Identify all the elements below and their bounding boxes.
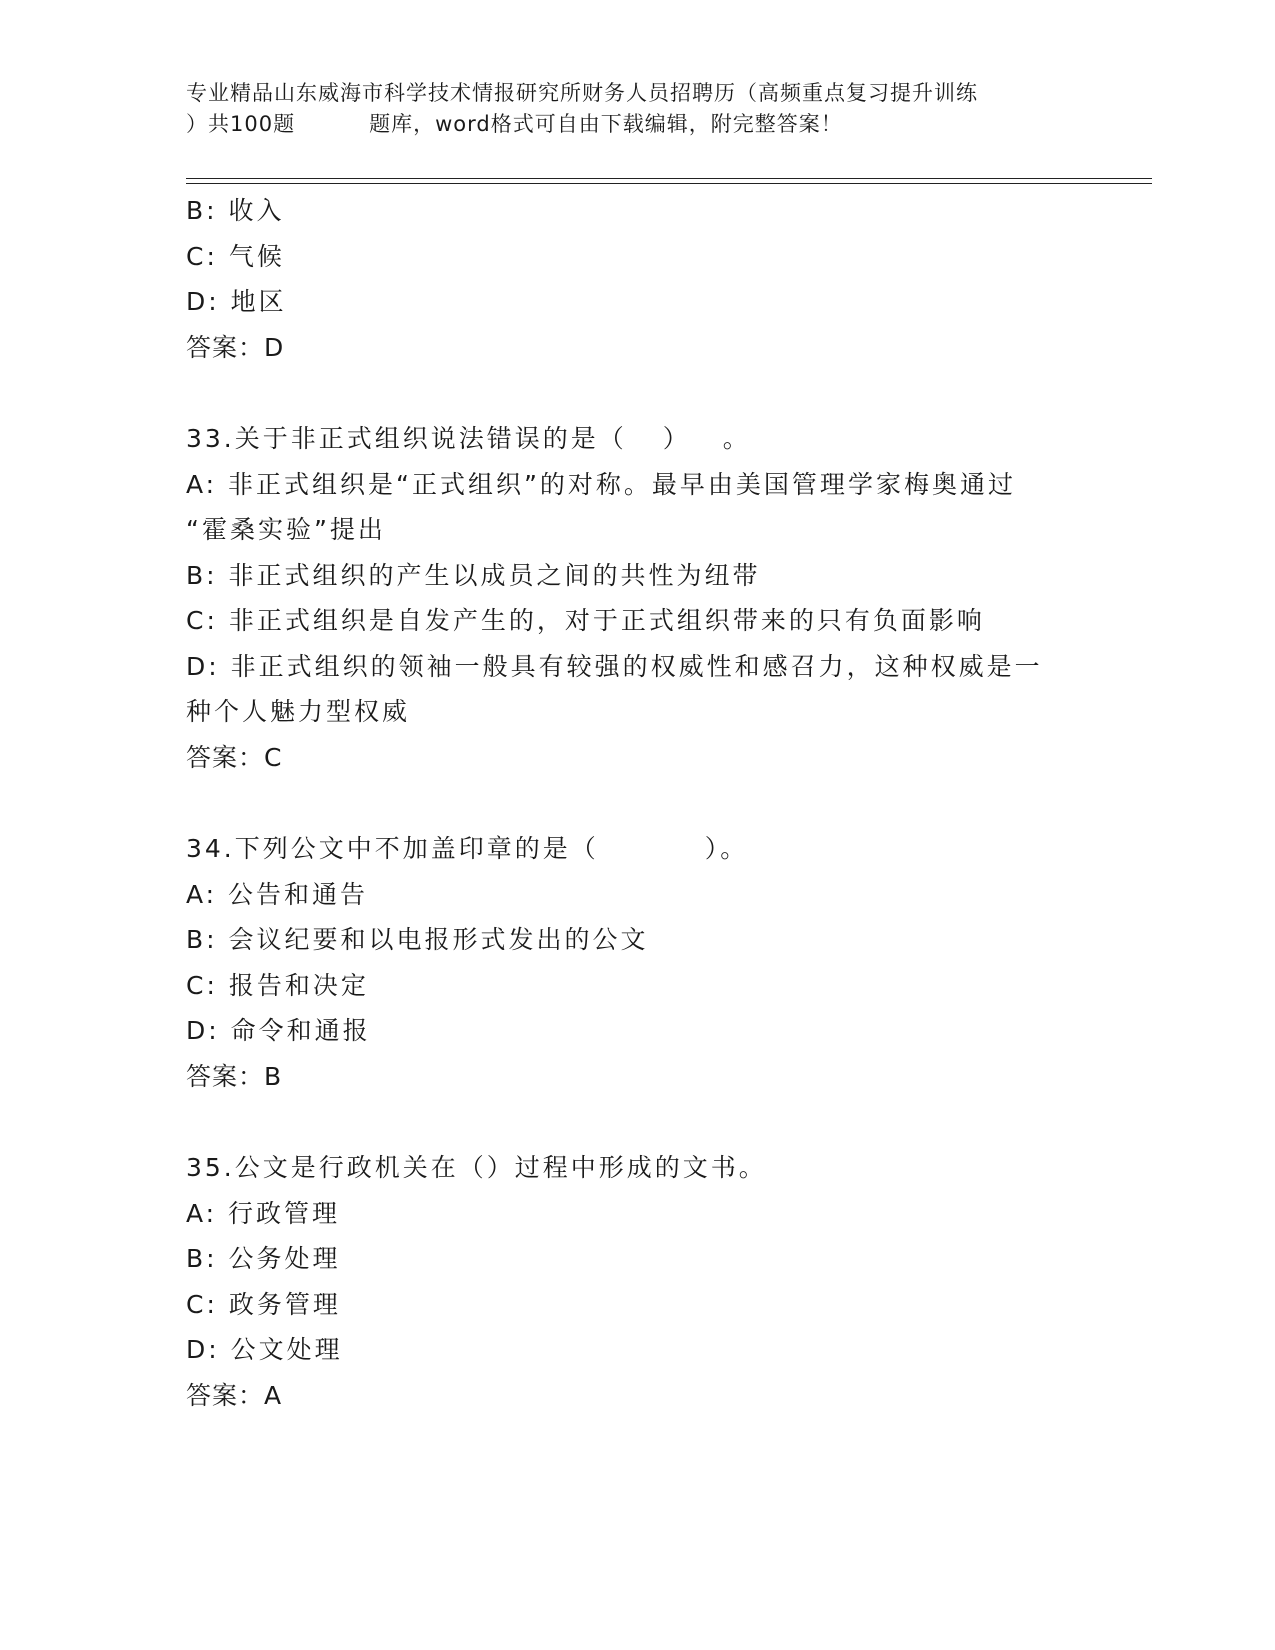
answer: 答案：A — [186, 1380, 283, 1410]
option-a-cont: “霍桑实验”提出 — [186, 515, 386, 544]
header-rule-bottom — [186, 183, 1152, 184]
option-a: A: 公告和通告 — [186, 879, 369, 909]
header-rule-top — [186, 178, 1152, 179]
option-d: D: 公文处理 — [186, 1335, 343, 1364]
option-c: C: 政务管理 — [186, 1289, 341, 1319]
document-header — [186, 78, 1086, 140]
question-stem: 35.公文是行政机关在（）过程中形成的文书。 — [186, 1153, 767, 1182]
option-c: C: 气候 — [186, 241, 285, 271]
stem-close: ）。 — [704, 834, 749, 863]
option-a: A: 非正式组织是“正式组织”的对称。最早由美国管理学家梅奥通过 — [186, 469, 1016, 499]
option-b: B: 非正式组织的产生以成员之间的共性为纽带 — [186, 560, 761, 590]
answer: 答案：C — [186, 742, 283, 772]
question-33 — [186, 416, 1086, 780]
option-d: D: 地区 — [186, 287, 287, 316]
question-32-tail — [186, 188, 1086, 370]
option-d: D: 命令和通报 — [186, 1016, 371, 1045]
stem-period: 。 — [722, 424, 751, 453]
question-35 — [186, 1145, 1086, 1418]
header-line-2-start: ）共100题 — [186, 112, 296, 136]
option-a: A: 行政管理 — [186, 1198, 341, 1228]
stem-text: 33.关于非正式组织说法错误的是（ — [186, 424, 627, 453]
stem-text: 34.下列公文中不加盖印章的是（ — [186, 834, 599, 863]
option-c: C: 报告和决定 — [186, 970, 369, 1000]
question-list — [186, 188, 1086, 1418]
answer: 答案：D — [186, 332, 285, 362]
option-c: C: 非正式组织是自发产生的，对于正式组织带来的只有负面影响 — [186, 606, 985, 635]
question-34 — [186, 826, 1086, 1099]
question-stem — [186, 416, 1086, 462]
question-stem — [186, 826, 1086, 872]
option-d-cont: 种个人魅力型权威 — [186, 697, 411, 726]
option-b: B: 收入 — [186, 196, 285, 225]
header-line-2-end: 题库，word格式可自由下载编辑，附完整答案！ — [369, 112, 843, 136]
answer: 答案：B — [186, 1061, 283, 1091]
option-d: D: 非正式组织的领袖一般具有较强的权威性和感召力，这种权威是一 — [186, 651, 1043, 681]
option-b: B: 公务处理 — [186, 1244, 341, 1273]
header-line-1: 专业精品山东威海市科学技术情报研究所财务人员招聘历（高频重点复习提升训练 — [186, 81, 978, 105]
header-line-2 — [186, 109, 1086, 140]
stem-close: ） — [662, 424, 691, 453]
option-b: B: 会议纪要和以电报形式发出的公文 — [186, 925, 649, 954]
